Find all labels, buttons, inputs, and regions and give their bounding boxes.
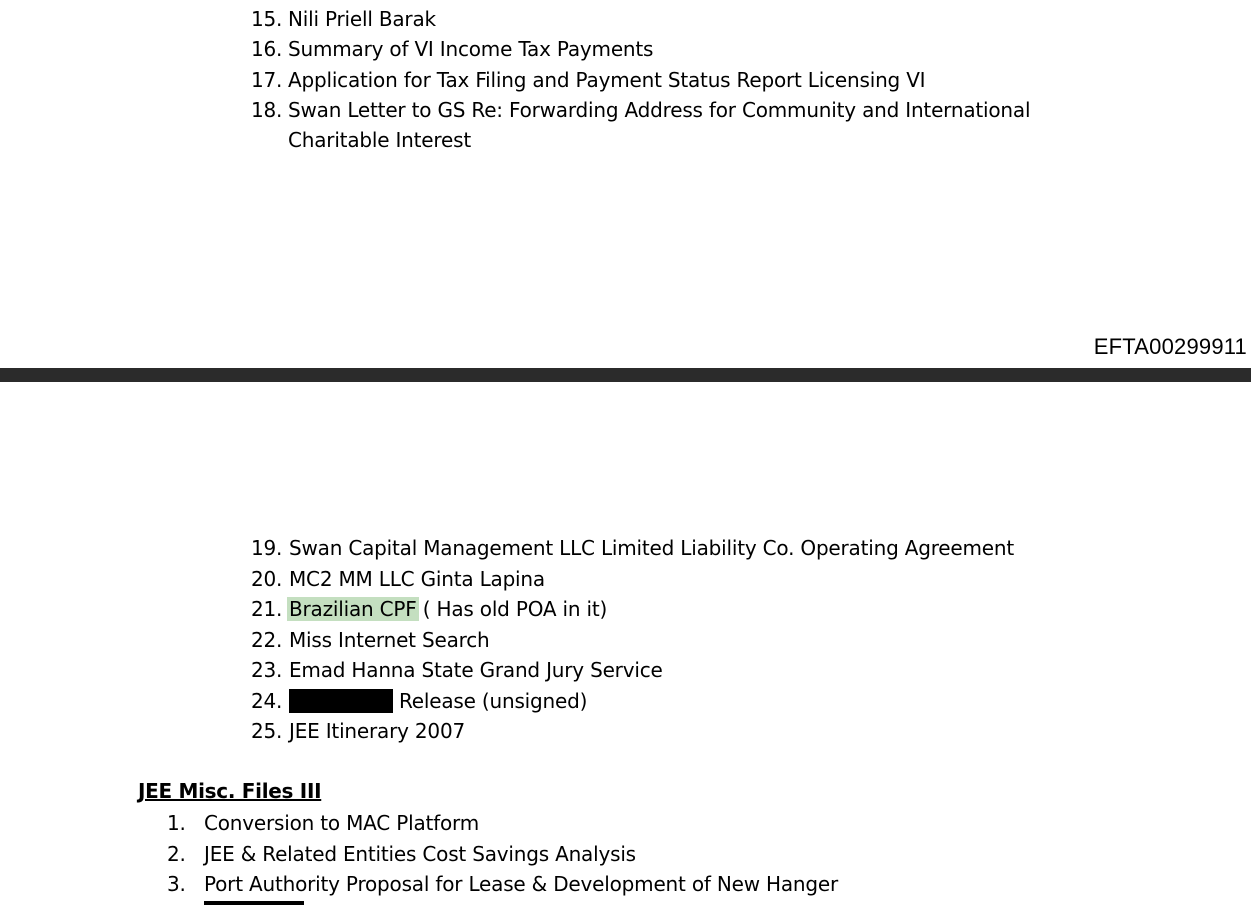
list-item-text <box>289 594 607 624</box>
list-item-text: Conversion to MAC Platform <box>204 811 479 835</box>
list-item-text: JEE & Related Entities Cost Savings Analysis <box>204 842 636 866</box>
document-page-top <box>0 0 1251 368</box>
highlighted-text: Brazilian CPF <box>289 597 417 621</box>
list-item-number: 2. <box>167 842 186 866</box>
list-item-text: Port Authority Proposal for Lease & Development of New Hanger <box>204 872 839 896</box>
page-divider <box>0 368 1251 382</box>
cut-off-redaction-block <box>204 901 304 905</box>
list-item-number: 25. <box>251 719 283 743</box>
list-item-number: 16. <box>251 37 283 61</box>
list-item-text <box>289 686 587 716</box>
list-item-text: MC2 MM LLC Ginta Lapina <box>289 567 545 591</box>
list-item-text-rest: ( Has old POA in it) <box>416 597 608 621</box>
redaction-block <box>289 689 393 713</box>
list-item-number: 18. <box>251 98 283 122</box>
list-item-number: 15. <box>251 7 283 31</box>
list-item-text: Summary of VI Income Tax Payments <box>288 37 654 61</box>
list-item-number: 1. <box>167 811 186 835</box>
list-item-number: 20. <box>251 567 283 591</box>
list-item-number: 3. <box>167 872 186 896</box>
list-item-text: Nili Priell Barak <box>288 7 436 31</box>
section-heading: JEE Misc. Files III <box>138 779 322 803</box>
list-item-number: 17. <box>251 68 283 92</box>
list-item-number: 23. <box>251 658 283 682</box>
list-item-text: Swan Capital Management LLC Limited Liability Co. Operating Agreement <box>289 536 1015 560</box>
list-item-text: Swan Letter to GS Re: Forwarding Address for Community and International Charitable Interest <box>288 98 1031 152</box>
list-item-text-rest: Release (unsigned) <box>399 689 588 713</box>
list-item-number: 22. <box>251 628 283 652</box>
list-item-number: 19. <box>251 536 283 560</box>
list-item-number: 21. <box>251 597 283 621</box>
list-item-text: JEE Itinerary 2007 <box>289 719 465 743</box>
document-page-bottom <box>0 382 1251 905</box>
list-item-number: 24. <box>251 689 283 713</box>
list-item-text: Miss Internet Search <box>289 628 490 652</box>
list-item-text: Emad Hanna State Grand Jury Service <box>289 658 663 682</box>
list-item-text: Application for Tax Filing and Payment Status Report Licensing VI <box>288 68 926 92</box>
document-id-stamp: EFTA00299911 <box>1093 334 1247 359</box>
list-item <box>251 95 1081 157</box>
